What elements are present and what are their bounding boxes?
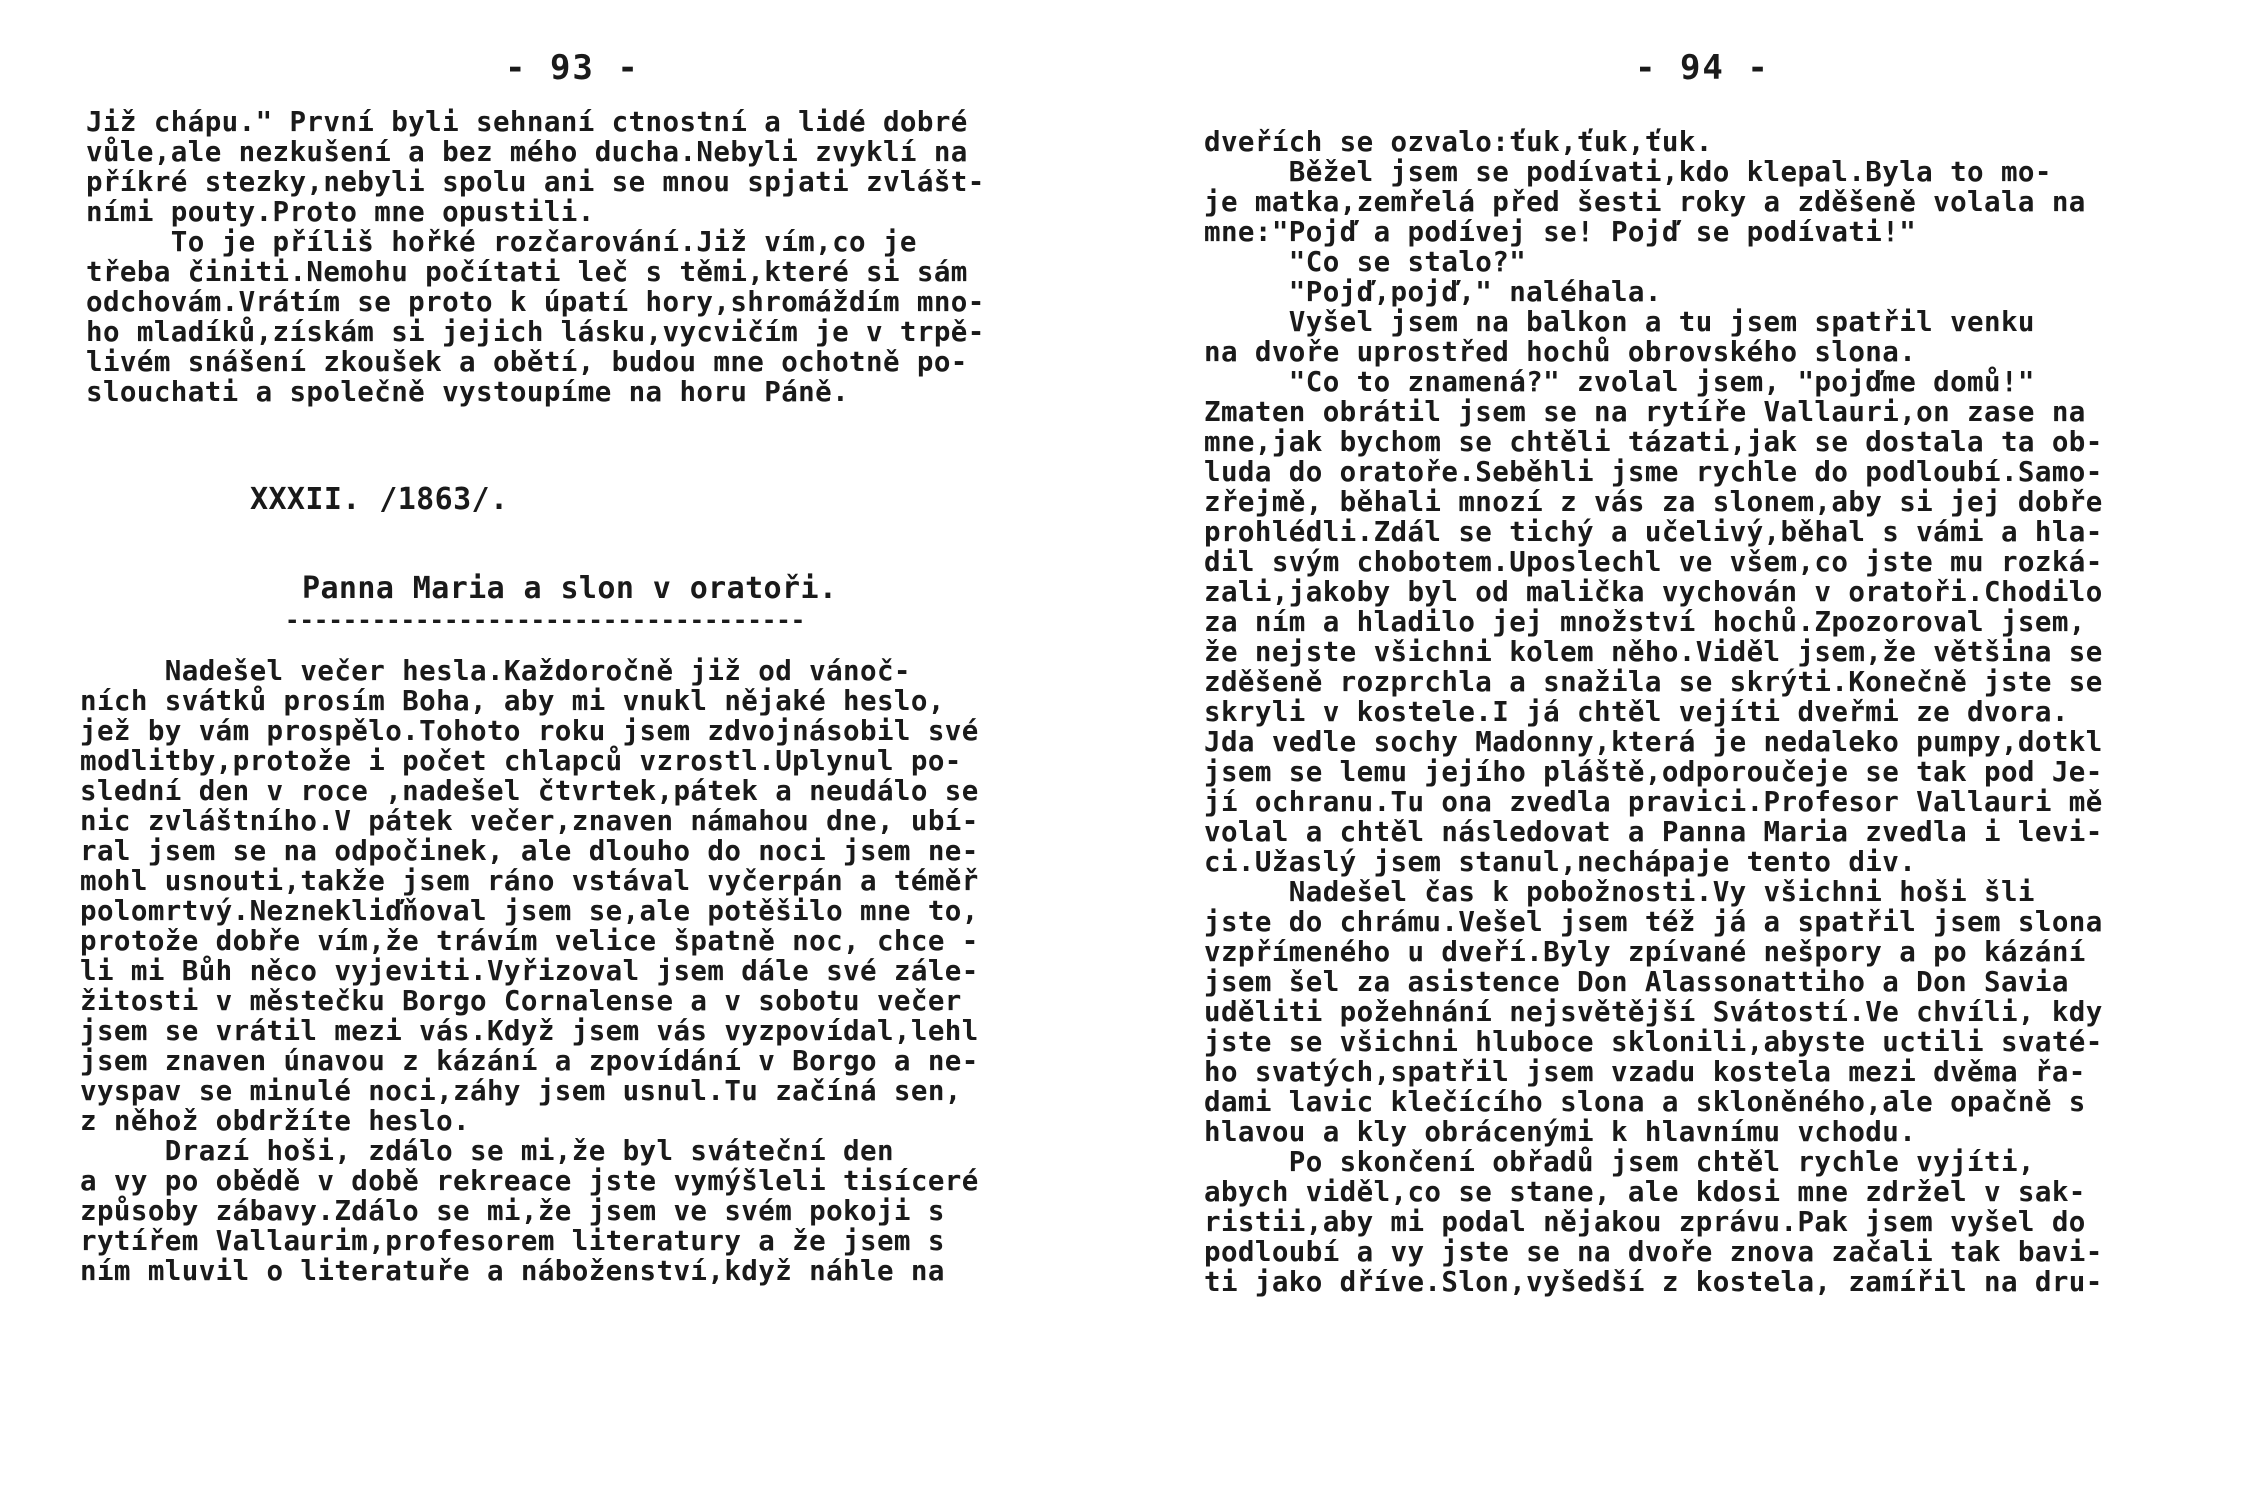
text-line: Po skončení obřadů jsem chtěl rychle vyjíti, [1204,1146,2035,1178]
text-line: ních svátků prosím Boha, aby mi vnukl nějaké heslo, [80,685,945,717]
text-line: dveřích se ozvalo:ťuk,ťuk,ťuk. [1204,126,1713,158]
text-line: ním mluvil o literatuře a náboženství,když náhle na [80,1255,945,1287]
text-line: příkré stezky,nebyli spolu ani se mnou spjati zvlášt- [86,166,985,198]
text-line: protože dobře vím,že trávím velice špatně noc, chce - [80,925,979,957]
title-underline: ------------------------------------ [285,606,806,634]
text-line: jste do chrámu.Vešel jsem též já a spatřil jsem slona [1204,906,2103,938]
text-line: ti jako dříve.Slon,vyšedší z kostela, zamířil na dru- [1204,1266,2103,1298]
text-line: vyspav se minulé noci,záhy jsem usnul.Tu začíná sen, [80,1075,962,1107]
page-number: - 94 - [1635,48,1770,88]
text-line: livém snášení zkoušek a obětí, budou mne ochotně po- [86,346,968,378]
text-line: ho svatých,spatřil jsem vzadu kostela mezi dvěma řa- [1204,1056,2086,1088]
text-line: odchovám.Vrátím se proto k úpatí hory,shromáždím mno- [86,286,985,318]
text-line: Vyšel jsem na balkon a tu jsem spatřil venku [1204,306,2035,338]
text-line: jsem znaven únavou z kázání a zpovídání v Borgo a ne- [80,1045,979,1077]
text-line: ními pouty.Proto mne opustili. [86,196,595,228]
text-line: "Pojď,pojď," naléhala. [1204,276,1662,308]
text-line: "Co se stalo?" [1204,246,1527,278]
text-line: na dvoře uprostřed hochů obrovského slona. [1204,336,1917,368]
text-line: je matka,zemřelá před šesti roky a zděšeně volala na [1204,186,2086,218]
text-line: To je příliš hořké rozčarování.Již vím,co je [86,226,917,258]
text-line: ho mladíků,získám si jejich lásku,vycvičím je v trpě- [86,316,985,348]
chapter-heading: XXXII. /1863/. [250,482,509,517]
text-line: zali,jakoby byl od malička vychován v oratoři.Chodilo [1204,576,2103,608]
text-line: jsem šel za asistence Don Alassonattiho a Don Savia [1204,966,2069,998]
text-line: podloubí a vy jste se na dvoře znova začali tak bavi- [1204,1236,2103,1268]
text-line: Nadešel večer hesla.Každoročně již od vánoč- [80,655,911,687]
text-line: zřejmě, běhali mnozí z vás za slonem,aby si jej dobře [1204,486,2103,518]
text-line: slouchati a společně vystoupíme na horu Páně. [86,376,850,408]
text-line: za ním a hladilo jej množství hochů.Zpozoroval jsem, [1204,606,2086,638]
text-line: prohlédli.Zdál se tichý a učelivý,běhal s vámi a hla- [1204,516,2103,548]
text-line: žitosti v městečku Borgo Cornalense a v sobotu večer [80,985,962,1017]
text-line: skryli v kostele.I já chtěl vejíti dveřmi ze dvora. [1204,696,2069,728]
text-line: "Co to znamená?" zvolal jsem, "pojďme domů!" [1204,366,2035,398]
paragraph-2 [80,656,979,1286]
text-line: z něhož obdržíte heslo. [80,1105,470,1137]
text-line: slední den v roce ,nadešel čtvrtek,pátek a neudálo se [80,775,979,807]
text-line: nic zvláštního.V pátek večer,znaven námahou dne, ubí- [80,805,979,837]
text-line: jste se všichni hluboce sklonili,abyste uctili svaté- [1204,1026,2103,1058]
text-line: modlitby,protože i počet chlapců vzrostl.Uplynul po- [80,745,962,777]
text-line: li mi Bůh něco vyjeviti.Vyřizoval jsem dále své zále- [80,955,979,987]
page-number: - 93 - [505,48,640,88]
text-line: vzpřímeného u dveří.Byly zpívané nešpory a po kázání [1204,936,2086,968]
text-line: dami lavic klečícího slona a skloněného,ale opačně s [1204,1086,2086,1118]
text-line: Zmaten obrátil jsem se na rytíře Vallauri,on zase na [1204,396,2086,428]
text-line: způsoby zábavy.Zdálo se mi,že jsem ve svém pokoji s [80,1195,945,1227]
text-line: jsem se lemu jejího pláště,odporoučeje se tak pod Je- [1204,756,2103,788]
text-line: uděliti požehnání nejsvětější Svátostí.Ve chvíli, kdy [1204,996,2103,1028]
paragraph-3 [1204,127,2103,1297]
text-line: třeba činiti.Nemohu počítati leč s těmi,které si sám [86,256,968,288]
text-line: že nejste všichni kolem něho.Viděl jsem,že většina se [1204,636,2103,668]
text-line: vůle,ale nezkušení a bez mého ducha.Nebyli zvyklí na [86,136,968,168]
text-line: hlavou a kly obrácenými k hlavnímu vchodu. [1204,1116,1917,1148]
text-line: zděšeně rozprchla a snažila se skrýti.Konečně jste se [1204,666,2103,698]
text-line: luda do oratoře.Seběhli jsme rychle do podloubí.Samo- [1204,456,2103,488]
text-line: dil svým chobotem.Uposlechl ve všem,co jste mu rozká- [1204,546,2103,578]
right-page [1130,0,2260,1500]
text-line: jsem se vrátil mezi vás.Když jsem vás vyzpovídal,lehl [80,1015,979,1047]
text-line: Drazí hoši, zdálo se mi,že byl sváteční den [80,1135,894,1167]
text-line: Běžel jsem se podívati,kdo klepal.Byla to mo- [1204,156,2052,188]
text-line: ristii,aby mi podal nějakou zprávu.Pak jsem vyšel do [1204,1206,2086,1238]
text-line: Nadešel čas k pobožnosti.Vy všichni hoši šli [1204,876,2035,908]
text-line: ci.Užaslý jsem stanul,nechápaje tento div. [1204,846,1917,878]
text-line: mne,jak bychom se chtěli tázati,jak se dostala ta ob- [1204,426,2103,458]
text-line: jí ochranu.Tu ona zvedla pravici.Profesor Vallauri mě [1204,786,2103,818]
text-line: rytířem Vallaurim,profesorem literatury a že jsem s [80,1225,945,1257]
text-line: mne:"Pojď a podívej se! Pojď se podívati!" [1204,216,1917,248]
text-line: ral jsem se na odpočinek, ale dlouho do noci jsem ne- [80,835,979,867]
text-line: mohl usnouti,takže jsem ráno vstával vyčerpán a téměř [80,865,979,897]
text-line: a vy po obědě v době rekreace jste vymýšleli tisíceré [80,1165,979,1197]
paragraph-1 [86,107,985,407]
text-line: Již chápu." První byli sehnaní ctnostní a lidé dobré [86,106,968,138]
text-line: abych viděl,co se stane, ale kdosi mne zdržel v sak- [1204,1176,2086,1208]
text-line: polomrtvý.Neznekliďňoval jsem se,ale potěšilo mne to, [80,895,979,927]
text-line: Jda vedle sochy Madonny,která je nedaleko pumpy,dotkl [1204,726,2103,758]
text-line: volal a chtěl následovat a Panna Maria zvedla i levi- [1204,816,2103,848]
section-title: Panna Maria a slon v oratoři. [302,571,838,606]
text-line: jež by vám prospělo.Tohoto roku jsem zdvojnásobil své [80,715,979,747]
